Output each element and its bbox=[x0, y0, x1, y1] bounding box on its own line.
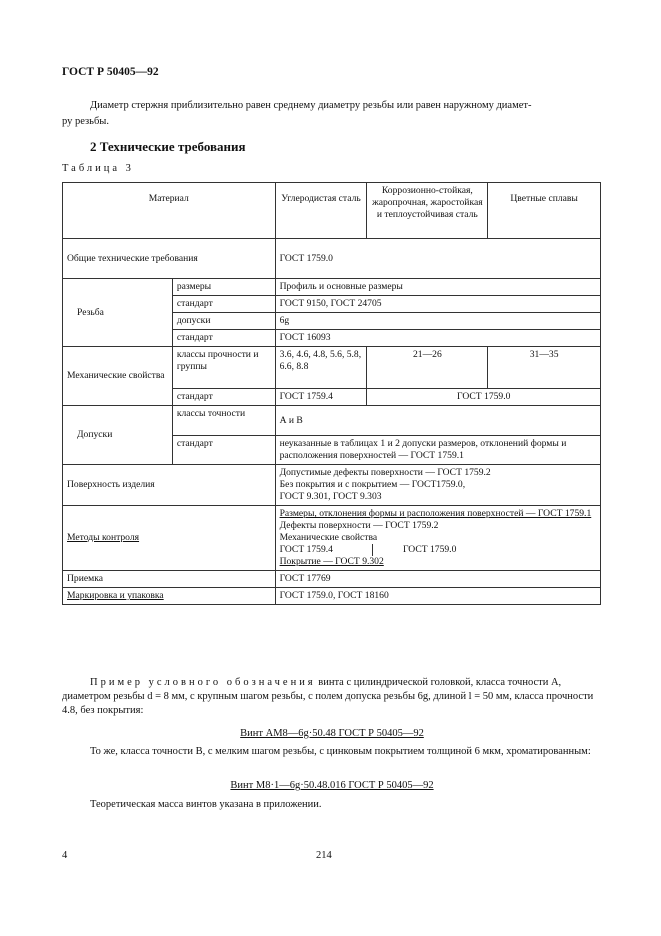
row-value-general: ГОСТ 1759.0 bbox=[275, 239, 600, 279]
control-line: Дефекты поверхности — ГОСТ 1759.2 bbox=[279, 520, 439, 531]
thread-value: 6g bbox=[275, 313, 600, 330]
control-line: Размеры, отклонения формы и расположения поверхностей — ГОСТ 1759.1 bbox=[279, 508, 592, 519]
table-row bbox=[63, 465, 601, 506]
surface-line: Допустимые дефекты поверхности — ГОСТ 1759.2 bbox=[279, 467, 491, 478]
section-title: 2 Технические требования bbox=[90, 139, 246, 154]
page-number-left: 4 bbox=[62, 850, 68, 861]
surface-line: Без покрытия и с покрытием — ГОСТ1759.0, bbox=[279, 479, 466, 490]
table-row bbox=[63, 347, 601, 389]
mech-std-other: ГОСТ 1759.0 bbox=[367, 389, 601, 406]
header-carbon: Углеродистая сталь bbox=[275, 183, 367, 239]
header-nonferrous: Цветные сплавы bbox=[488, 183, 601, 239]
table-caption: Таблица 3 bbox=[62, 163, 134, 174]
document-header: ГОСТ Р 50405—92 bbox=[62, 66, 159, 78]
table-row bbox=[63, 588, 601, 605]
marking-value: ГОСТ 1759.0, ГОСТ 18160 bbox=[275, 588, 600, 605]
intro-paragraph bbox=[62, 98, 602, 130]
tol-sub-standard: стандарт bbox=[172, 436, 275, 465]
mech-sub-standard: стандарт bbox=[172, 389, 275, 406]
control-line: Механические свойства bbox=[279, 532, 378, 543]
row-label-general: Общие технические требования bbox=[63, 239, 276, 279]
page-number-center: 214 bbox=[316, 850, 332, 861]
thread-value: Профиль и основные размеры bbox=[275, 279, 600, 296]
header-material: Материал bbox=[63, 183, 276, 239]
row-label-tolerances: Допуски bbox=[63, 406, 173, 465]
table-row bbox=[63, 239, 601, 279]
thread-sub: стандарт bbox=[172, 296, 275, 313]
control-mech-other: ГОСТ 1759.0 bbox=[402, 544, 457, 555]
mech-nonferrous-groups: 31—35 bbox=[488, 347, 601, 389]
acceptance-value: ГОСТ 17769 bbox=[275, 571, 600, 588]
surface-values bbox=[275, 465, 600, 506]
row-label-control: Методы контроля bbox=[63, 506, 276, 571]
example-designation-2: Винт М8·1—6g·50.48.016 ГОСТ Р 50405—92 bbox=[230, 780, 434, 791]
control-line-split bbox=[280, 544, 596, 556]
thread-value: ГОСТ 16093 bbox=[275, 330, 600, 347]
requirements-table bbox=[62, 182, 601, 605]
mech-sub-classes: классы прочности и группы bbox=[172, 347, 275, 389]
mass-note: Теоретическая масса винтов указана в приложении. bbox=[90, 799, 322, 810]
thread-sub: стандарт bbox=[172, 330, 275, 347]
header-corrosion: Коррозионно-стойкая, жаропрочная, жаростойкая и теплоустойчивая сталь bbox=[367, 183, 488, 239]
row-label-acceptance: Приемка bbox=[63, 571, 276, 588]
row-label-thread: Резьба bbox=[63, 279, 173, 347]
mech-carbon-classes: 3.6, 4.6, 4.8, 5.6, 5.8, 6.6, 8.8 bbox=[275, 347, 367, 389]
example-text: винта с цилиндрической головкой, класса точности А, диаметром резьбы d = 8 мм, с крупным шагом резьбы, с полем допуска резьбы 6g, длиной l = 50 мм, класса прочности 4.8, без покрытия: bbox=[62, 677, 594, 716]
thread-sub: допуски bbox=[172, 313, 275, 330]
tol-sub-classes: классы точности bbox=[172, 406, 275, 436]
surface-line: ГОСТ 9.301, ГОСТ 9.303 bbox=[279, 491, 382, 502]
control-mech-carbon: ГОСТ 1759.4 bbox=[280, 544, 373, 556]
example-designation-1: Винт АМ8—6g·50.48 ГОСТ Р 50405—92 bbox=[240, 728, 424, 739]
tol-value-standard: неуказанные в таблицах 1 и 2 допуски размеров, отклонений формы и расположения поверхностей — ГОСТ 1759.1 bbox=[275, 436, 600, 465]
table-header-row bbox=[63, 183, 601, 239]
row-label-surface: Поверхность изделия bbox=[63, 465, 276, 506]
example-lead: Пример условного обозначения bbox=[90, 677, 316, 688]
thread-value: ГОСТ 9150, ГОСТ 24705 bbox=[275, 296, 600, 313]
row-label-marking: Маркировка и упаковка bbox=[63, 588, 276, 605]
table-row bbox=[63, 279, 601, 296]
control-values bbox=[275, 506, 600, 571]
intro-line-1: Диаметр стержня приблизительно равен среднему диаметру резьбы или равен наружному диамет- bbox=[90, 100, 532, 111]
tol-value-classes: А и В bbox=[275, 406, 600, 436]
table-row bbox=[63, 406, 601, 436]
mech-std-carbon: ГОСТ 1759.4 bbox=[275, 389, 367, 406]
control-line: Покрытие — ГОСТ 9.302 bbox=[279, 556, 384, 567]
table-row bbox=[63, 506, 601, 571]
thread-sub: размеры bbox=[172, 279, 275, 296]
table-row bbox=[63, 571, 601, 588]
row-label-mechanical: Механические свойства bbox=[63, 347, 173, 406]
intro-line-2: ру резьбы. bbox=[62, 116, 109, 127]
same-paragraph: То же, класса точности В, с мелким шагом резьбы, с цинковым покрытием толщиной 6 мкм, хроматированным: bbox=[90, 746, 591, 757]
mech-corrosion-groups: 21—26 bbox=[367, 347, 488, 389]
example-paragraph bbox=[62, 676, 602, 718]
